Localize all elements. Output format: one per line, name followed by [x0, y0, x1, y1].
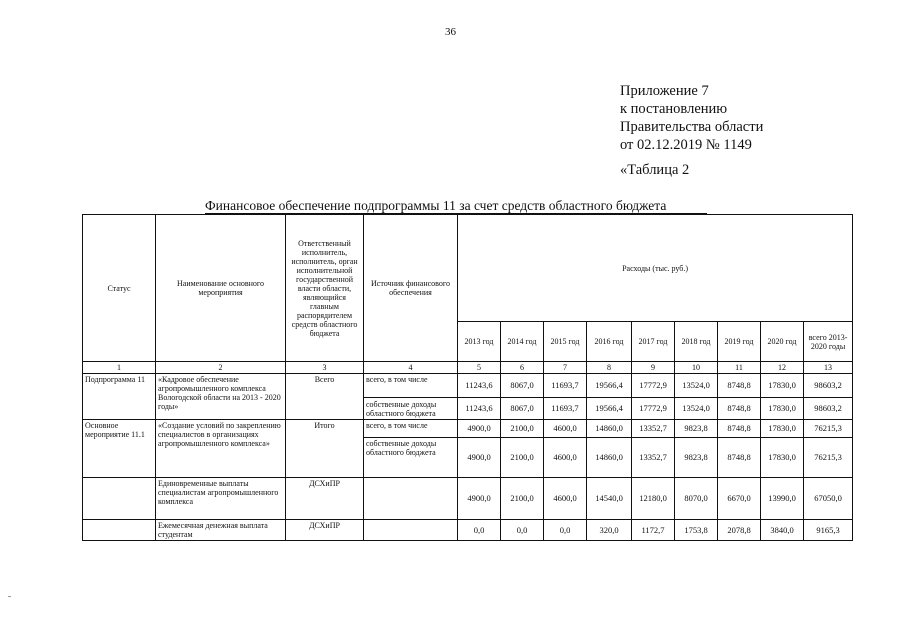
column-number: 4	[364, 362, 458, 374]
column-number: 1	[83, 362, 156, 374]
page-number: 36	[445, 26, 456, 38]
value-cell: 19566,4	[587, 398, 632, 420]
row-source	[364, 478, 458, 520]
value-cell: 3840,0	[761, 520, 804, 541]
table-label: «Таблица 2	[620, 162, 690, 178]
value-cell-total: 98603,2	[804, 398, 853, 420]
table-row	[83, 420, 853, 438]
value-cell: 8748,8	[718, 374, 761, 398]
value-cell: 13352,7	[632, 438, 675, 478]
row-source: всего, в том числе	[364, 374, 458, 398]
table-row	[83, 520, 853, 541]
header-year-total: всего 2013-2020 годы	[804, 322, 853, 362]
value-cell: 13352,7	[632, 420, 675, 438]
value-cell: 11693,7	[544, 374, 587, 398]
value-cell-total: 76215,3	[804, 420, 853, 438]
header-year: 2018 год	[675, 322, 718, 362]
row-status: Подпрограмма 11	[83, 374, 156, 420]
row-name: «Создание условий по закреплению специалистов в организациях агропромышленного комплекса»	[156, 420, 286, 478]
appendix-block	[620, 82, 763, 154]
row-name: Ежемесячная денежная выплата студентам	[156, 520, 286, 541]
value-cell: 0,0	[544, 520, 587, 541]
column-number: 7	[544, 362, 587, 374]
header-year: 2013 год	[458, 322, 501, 362]
value-cell: 2100,0	[501, 438, 544, 478]
value-cell: 8748,8	[718, 420, 761, 438]
header-row	[83, 215, 853, 322]
value-cell: 1753,8	[675, 520, 718, 541]
header-source: Источник финансового обеспечения	[364, 215, 458, 362]
value-cell-total: 67050,0	[804, 478, 853, 520]
financing-table	[82, 214, 853, 541]
header-executor: Ответственный исполнитель, исполнитель, орган исполнительной государственной власти области, являющийся главным распорядителем средств областного бюджета	[286, 215, 364, 362]
row-source: собственные доходы областного бюджета	[364, 398, 458, 420]
header-year: 2019 год	[718, 322, 761, 362]
appendix-line: от 02.12.2019 № 1149	[620, 137, 752, 153]
row-executor: Всего	[286, 374, 364, 420]
row-name: Единовременные выплаты специалистам агропромышленного комплекса	[156, 478, 286, 520]
value-cell: 8067,0	[501, 374, 544, 398]
value-cell: 11243,6	[458, 374, 501, 398]
value-cell: 2100,0	[501, 420, 544, 438]
value-cell: 17830,0	[761, 420, 804, 438]
value-cell: 17772,9	[632, 398, 675, 420]
appendix-line: Правительства области	[620, 119, 764, 135]
value-cell-total: 98603,2	[804, 374, 853, 398]
column-number-row	[83, 362, 853, 374]
value-cell: 1172,7	[632, 520, 675, 541]
value-cell: 11243,6	[458, 398, 501, 420]
column-number: 12	[761, 362, 804, 374]
value-cell: 8748,8	[718, 398, 761, 420]
value-cell: 4600,0	[544, 478, 587, 520]
header-name: Наименование основного мероприятия	[156, 215, 286, 362]
header-year: 2020 год	[761, 322, 804, 362]
row-status	[83, 520, 156, 541]
value-cell: 12180,0	[632, 478, 675, 520]
value-cell: 4600,0	[544, 438, 587, 478]
value-cell: 8748,8	[718, 438, 761, 478]
value-cell: 14860,0	[587, 420, 632, 438]
row-source	[364, 520, 458, 541]
column-number: 11	[718, 362, 761, 374]
value-cell: 4900,0	[458, 420, 501, 438]
column-number: 6	[501, 362, 544, 374]
header-year: 2016 год	[587, 322, 632, 362]
value-cell: 0,0	[458, 520, 501, 541]
document-title: Финансовое обеспечение подпрограммы 11 за счет средств областного бюджета	[205, 198, 667, 213]
value-cell: 17830,0	[761, 398, 804, 420]
column-number: 10	[675, 362, 718, 374]
row-executor: Итого	[286, 420, 364, 478]
column-number: 5	[458, 362, 501, 374]
value-cell: 0,0	[501, 520, 544, 541]
header-year: 2017 год	[632, 322, 675, 362]
value-cell: 17830,0	[761, 374, 804, 398]
value-cell: 4600,0	[544, 420, 587, 438]
value-cell: 13524,0	[675, 398, 718, 420]
value-cell: 11693,7	[544, 398, 587, 420]
row-status: Основное мероприятие 11.1	[83, 420, 156, 478]
row-executor: ДСХиПР	[286, 478, 364, 520]
row-name: «Кадровое обеспечение агропромышленного комплекса Вологодской области на 2013 - 2020 годы»	[156, 374, 286, 420]
value-cell: 4900,0	[458, 438, 501, 478]
value-cell: 14860,0	[587, 438, 632, 478]
row-source: собственные доходы областного бюджета	[364, 438, 458, 478]
value-cell: 8070,0	[675, 478, 718, 520]
value-cell: 17772,9	[632, 374, 675, 398]
value-cell: 17830,0	[761, 438, 804, 478]
table-row	[83, 374, 853, 398]
value-cell-total: 9165,3	[804, 520, 853, 541]
value-cell: 9823,8	[675, 420, 718, 438]
column-number: 9	[632, 362, 675, 374]
value-cell: 2078,8	[718, 520, 761, 541]
row-source: всего, в том числе	[364, 420, 458, 438]
row-status	[83, 478, 156, 520]
appendix-line: к постановлению	[620, 101, 728, 117]
header-year: 2014 год	[501, 322, 544, 362]
column-number: 3	[286, 362, 364, 374]
column-number: 8	[587, 362, 632, 374]
appendix-line: Приложение 7	[620, 83, 709, 99]
value-cell: 8067,0	[501, 398, 544, 420]
value-cell: 13990,0	[761, 478, 804, 520]
header-year: 2015 год	[544, 322, 587, 362]
row-executor: ДСХиПР	[286, 520, 364, 541]
column-number: 2	[156, 362, 286, 374]
column-number: 13	[804, 362, 853, 374]
value-cell: 13524,0	[675, 374, 718, 398]
value-cell: 19566,4	[587, 374, 632, 398]
header-status: Статус	[83, 215, 156, 362]
value-cell: 320,0	[587, 520, 632, 541]
value-cell-total: 76215,3	[804, 438, 853, 478]
value-cell: 6670,0	[718, 478, 761, 520]
value-cell: 2100,0	[501, 478, 544, 520]
value-cell: 14540,0	[587, 478, 632, 520]
scan-mark	[8, 596, 11, 597]
value-cell: 4900,0	[458, 478, 501, 520]
value-cell: 9823,8	[675, 438, 718, 478]
table-row	[83, 478, 853, 520]
header-expenses: Расходы (тыс. руб.)	[458, 215, 853, 322]
